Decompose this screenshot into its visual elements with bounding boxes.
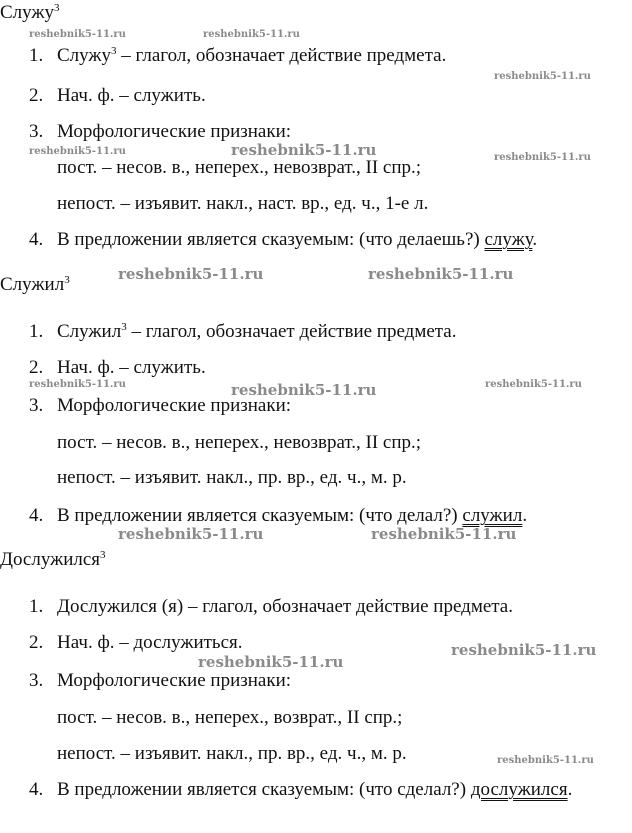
predicate-word: служил <box>462 505 523 526</box>
item-text: Дослужился (я) – глагол, обозначает действие предмета. <box>57 596 513 617</box>
item-number: 3. <box>29 121 44 142</box>
item-text: Служил$^3$ – глагол, обозначает действие предмета. <box>57 321 457 342</box>
predicate-word: служу <box>484 229 533 250</box>
item-detail: пост. – несов. в., неперех., невозврат., II спр.; <box>57 432 422 453</box>
watermark: reshebnik5-11.ru <box>451 641 597 659</box>
item-number: 4. <box>29 229 44 250</box>
watermark: reshebnik5-11.ru <box>198 653 344 671</box>
item-text: Служу$^3$ – глагол, обозначает действие предмета. <box>57 45 447 66</box>
section-heading: Дослужился$^3$ <box>0 549 106 570</box>
item-number: 1. <box>29 45 44 66</box>
item-number: 4. <box>29 505 44 526</box>
item-number: 3. <box>29 670 44 691</box>
watermark: reshebnik5-11.ru <box>497 755 594 766</box>
watermark: reshebnik5-11.ru <box>231 381 377 399</box>
watermark: reshebnik5-11.ru <box>371 525 517 543</box>
watermark: reshebnik5-11.ru <box>485 379 582 390</box>
item-number: 4. <box>29 779 44 800</box>
item-text: Морфологические признаки: <box>57 395 292 416</box>
section-heading: Служил$^3$ <box>0 274 70 295</box>
item-detail: непост. – изъявит. накл., наст. вр., ед. ч., 1-е л. <box>57 193 429 214</box>
section-heading: Служу$^3$ <box>0 2 60 23</box>
item-detail: пост. – несов. в., неперех., возврат., II спр.; <box>57 707 403 728</box>
watermark: reshebnik5-11.ru <box>494 152 591 163</box>
item-text: Нач. ф. – дослужиться. <box>57 632 243 653</box>
watermark: reshebnik5-11.ru <box>29 379 126 390</box>
item-text: Морфологические признаки: <box>57 670 292 691</box>
predicate-word: дослужился <box>470 779 568 800</box>
item-text: В предложении является сказуемым: (что делал?) служил. <box>57 505 528 526</box>
item-number: 1. <box>29 321 44 342</box>
item-text: В предложении является сказуемым: (что сделал?) дослужился. <box>57 779 573 800</box>
item-number: 2. <box>29 357 44 378</box>
item-number: 3. <box>29 395 44 416</box>
item-detail: непост. – изъявит. накл., пр. вр., ед. ч., м. р. <box>57 743 407 764</box>
item-text: Нач. ф. – служить. <box>57 85 206 106</box>
watermark: reshebnik5-11.ru <box>29 29 126 40</box>
item-text: Нач. ф. – служить. <box>57 357 206 378</box>
watermark: reshebnik5-11.ru <box>118 265 264 283</box>
item-text: В предложении является сказуемым: (что делаешь?) служу. <box>57 229 538 250</box>
item-number: 2. <box>29 85 44 106</box>
watermark: reshebnik5-11.ru <box>231 141 377 159</box>
item-detail: пост. – несов. в., неперех., невозврат., II спр.; <box>57 157 422 178</box>
watermark: reshebnik5-11.ru <box>494 71 591 82</box>
item-text: Морфологические признаки: <box>57 121 292 142</box>
watermark: reshebnik5-11.ru <box>29 146 126 157</box>
item-number: 2. <box>29 632 44 653</box>
watermark: reshebnik5-11.ru <box>118 525 264 543</box>
watermark: reshebnik5-11.ru <box>368 265 514 283</box>
watermark: reshebnik5-11.ru <box>203 29 300 40</box>
item-number: 1. <box>29 596 44 617</box>
item-detail: непост. – изъявит. накл., пр. вр., ед. ч., м. р. <box>57 467 407 488</box>
